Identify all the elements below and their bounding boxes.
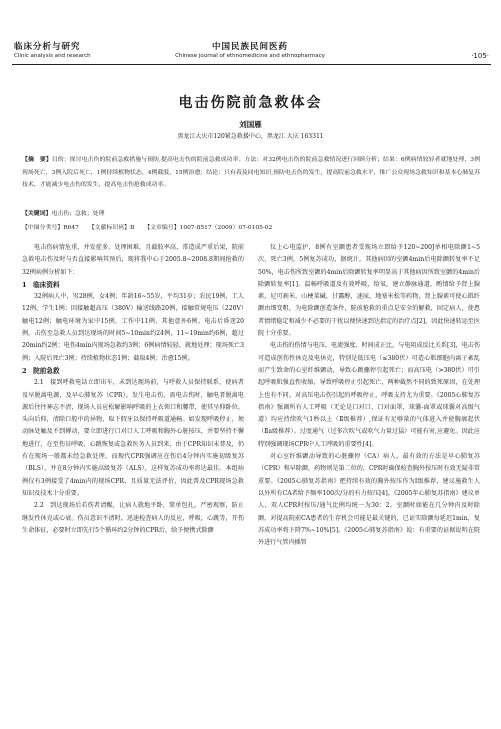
injury-mechanism-paragraph: 电击伤的伤情与电压、电流强度、时间成正比，与电阻成反比关系[3]，电击伤可造成创伤性休克及电休克，特别是低压电（≤380伏）可造心肌细胞内离子紊乱而产生致命的心室纤维颤动，导致心跳骤停引起死亡；而高压电（>380伏）可引起呼吸肌强直性收缩，导致呼吸停止引起死亡，两种截然不同的致死原因，在处理上也有不同。对高压电击伤引起的呼吸停止，呼吸支持尤为重要。《2005心肺复苏指南》强调所有人工呼吸（无论是口对口，口对面罩，球囊-面罩或球囊对高级气道）均应持续吹气1秒以上（Ⅱ级推荐）,保证有足够量的气体进入并使胸廓起伏（Ⅱa级推荐）。过度通气（过多次吹气或吹气力量过猛）可能有害,应避免。因此应特别强调现场CPR中人工呼吸的重要性[4]。 (258, 342, 480, 448)
defibrillation-paragraph: 仪上心电监护，8例有室颤患者受现场立即给予120~200J单相电除颤1~5次，死亡3例，5例复苏成功，据统计，其他病因的室颤4min后电除颤转复率不足50%，电击伤所致室颤的4min后除颤转复率明显高于其他病因所致室颤的4min后除颤转复率[1]。温畅呼吸道及有效呼吸，给氧，建立静脉通道，酌情给予肾上腺素，尼可刹米，山梗菜碱，甘露醇，速尿，地塞米松等药物，肾上腺素可使心肌纤颤由细变粗，为电除颤创造条件，院前抢救的重点是安全的解救，固定病人，使患者情绪稳定和减少不必要的干扰以便快速到达指定的治疗点[2]，因此快速转运至医院十分重要。 (258, 244, 480, 338)
journal-name-zh: 中国民族民间医药 (211, 42, 288, 52)
abstract-text: 目的：探讨电击伤的院前急救措施与预防,提高电击伤的院前急救成功率；方法：对32例电击伤的院前急救情况进行回顾分析；结果：6例病情较轻者就地处理，3例现场死亡，3例入院后死亡，1例持续植物状态，4例截肢，15例治愈；结论：只有着及同电知识,预防电击伤的发生，提高院前急救水平，推广公众现场急救知识和基本心肺复苏技术，才能减少电击伤的发生，提高电击伤抢救成功率。 (22, 157, 480, 188)
article-affiliation: 黑龙江大庆市120紧急救援中心，黑龙江 大庆 163311 (177, 133, 324, 140)
keywords-label: 【关键词】 (22, 210, 52, 217)
article-metadata (22, 222, 480, 231)
article-title: 电击伤院前急救体会 (178, 95, 323, 111)
prehospital-paragraph-1: 2.1 接到呼救电话立即出车，未到达现场前，与呼救人员保持联系，使病者及早脱离电源，及早心肺复苏（CPR）。发生电击伤，需电击伤时，触电者脱离电源后往往神志不清，现场人员应松解影响呼吸的上衣领口和腰带，使其呈仰卧位，头向后仰，清除口腔中的异物，取下假牙以保持呼吸道通畅。如发现呼吸停止，须动脉处触及不到搏动，要立即进行口对口人工呼吸和胸外心脏按压，并要坚持不懈地进行，在至伤员呼吸、心跳恢复或急救医务人员到来，由于CPR知识未普及，仍有在现场一般都未经急救处理，而现代CPR强调应在伤后4分钟内实施初级复苏（BLS），并在8分钟内实施高级复苏（ALS），这样复苏成功率将达最佳。本组病例仅有3例接受了4min内的现场CPR，且质量无法评价，因此普及CPR现场急救知识及技术十分重要。 (22, 379, 244, 497)
keywords-text: 电击伤；急救；处理 (51, 211, 105, 217)
section-title-zh: 临床分析与研究 (14, 42, 81, 52)
clc-number: 【中图分类号】R647 (22, 225, 79, 231)
document-code: 【文献标识码】B (88, 225, 135, 231)
page-number: ·105· (471, 52, 489, 60)
section-heading-prehospital-care: 2 院前急救 (22, 366, 60, 375)
journal-section-header (14, 43, 124, 61)
abstract (22, 154, 480, 192)
header-divider (12, 64, 491, 65)
journal-name-header (140, 43, 360, 61)
journal-name-en: Chinese journal of ethnomedicine and ethnopharmacy (175, 53, 325, 59)
body-column-right (258, 242, 480, 717)
cpr-guidelines-paragraph: 对心室纤维颤动导致的心脏骤停（CA）病人，最有效的方法是早心肺复苏（CPR）和早除颤，药物则是第二位的，CPR时确保检查胸外按压时有效无疑非常重要。《2005心肺复苏指南》把持续有效的胸外按压作为Ⅰ级推荐，建议施救生人以外所有CA者给予频率100次/分的有力按压[4]。《2005年心肺复苏指南》建议单人，双人CPR时按压/通气比例均统一为30：2。室颤时如能在几分钟内及时除颤，对提高院前CA患者的生存机会可能是最关键的，已证实除颤每延迟1min，复苏成功率将下降7%~10%[5]。《2005心肺复苏指南》说：有重要的证据说明在院外进行气管内插管 (258, 453, 480, 547)
prehospital-paragraph-2: 2.2 到达现场后若伤者清醒，让病人就地平卧，简单包扎，严密观察，防止继发性休克或心衰。伤员意识不清时，迅速检查病人的反应，呼吸，心跳等，开伤生命体征，必要时立即先行5个循环约2分钟的CPR后，给予便携式除颤 (22, 502, 244, 534)
abstract-label: 【摘 要】 (22, 156, 52, 163)
article-author: 刘国雁 (239, 120, 262, 129)
body-column-left (22, 242, 244, 717)
clinical-data-paragraph: 32例病人中，男28例，女4例；年龄16~55岁，平均31岁；农民19例，工人12例，学生1例；因接触超高压（380V）输送线路20例，接触常规电压（220V）触电12例；触电环境为家中15例，工作中11例，其他意外6例。电击后昏迷20例。击伤至急救人员到达现场的时间5~10min约24例，11~19min约6例，超过20min约2例；电伤4min内现场急救约3例；6例病情较轻，就地处理；现场死亡3例；入院后死亡3例；持续植物状态1例；截取4例；治愈15例。 (22, 293, 244, 362)
section-heading-clinical-data: 1 临床资料 (22, 280, 60, 289)
intro-paragraph: 电击伤病情危重，并发症多，处理困难，且截肢率高，常造成严重后果，院前急救电击伤及时与否直接影响其预后，现将我中心于2005.8~2008.8期间抢救的32例病例分析如下： (22, 244, 244, 276)
keywords (22, 208, 480, 217)
section-title-en: Clinic analysis and research (14, 53, 91, 59)
article-id: 【文章编号】1007-8517（2009）07-0105-02 (144, 225, 273, 231)
